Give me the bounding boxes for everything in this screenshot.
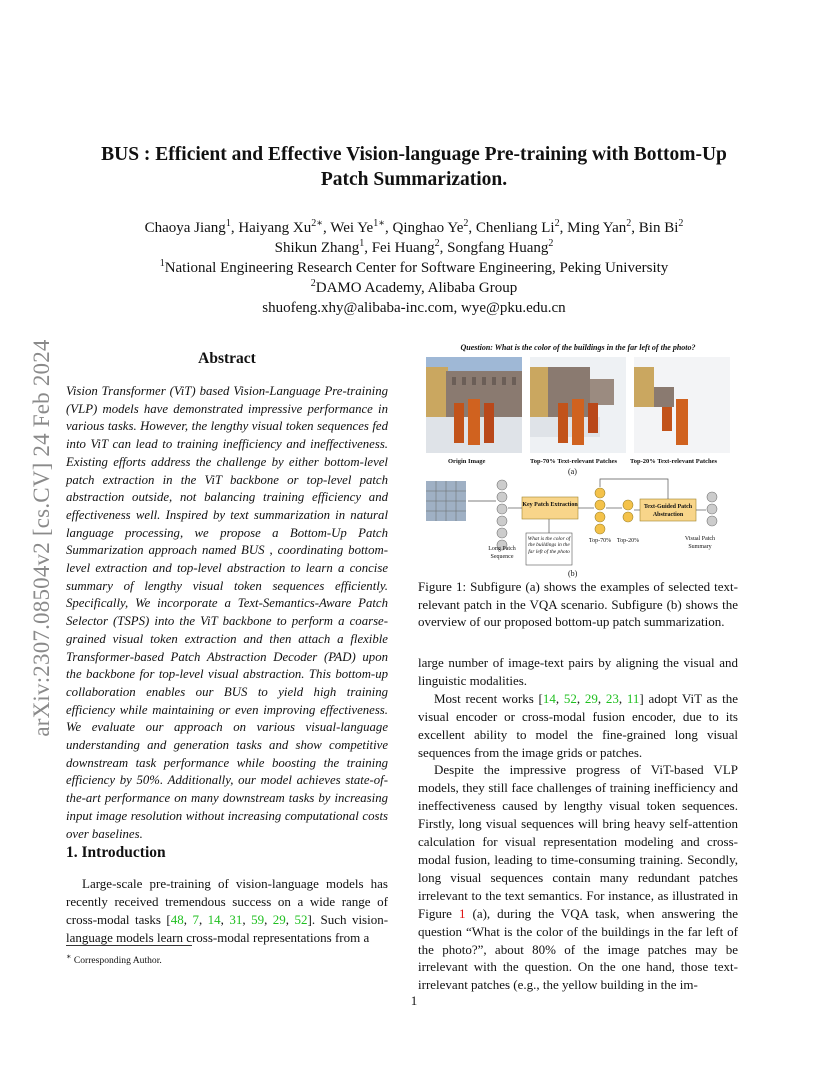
citation-link[interactable]: 52 xyxy=(563,690,577,706)
figure-1: Question: What is the color of the buildings in the far left of the photo? Origin Image Top-70% Text-relevant Patches Top-20% Text-relevant Patches (a) Key Patch Extraction Text-Guided Patch Abstraction Long Patch Sequence What is the color of the buildings in the far left of the photo Top-70% Top-20% Visual Patch Summary (b) xyxy=(418,343,738,581)
intro-paragraph: Large-scale pre-training of vision-language models has recently received tremendous success on a wide range of cross-modal tasks [48, 7, 14, 31, 59, 29, 52]. Such vision-language models learn cross-modal representations from a xyxy=(66,876,389,945)
top70-image xyxy=(530,357,626,453)
author-emails: shuofeng.xhy@alibaba-inc.com, wye@pku.edu.cn xyxy=(262,300,566,316)
citation-link[interactable]: 29 xyxy=(272,911,286,927)
right-column-text: large number of image-text pairs by aligning the visual and linguistic modalities. Most recent works [14, 52, 29, 23, 11] adopt ViT as the visual encoder or cross-modal fusion encoder, due to its excellent ability to model the fine-grained long visual sequences from the image grids or patches. Despite the impressive progress of ViT-based VLP models, they still face challenges of training inefficiency and ineffectiveness caused by lengthy visual token sequences. Firstly, long visual sequences will bring heavy self-attention calculation for visual representation modeling and cross-modal fusion, leading to time-consuming training. Secondly, long visual sequences contain many redundant patches irrelevant to the text semantics. For instance, as illustrated in Figure 1 (a), during the VQA task, when answering the question “What is the color of the buildings in the far left of the photo?”, about 80% of the image patches may be irrelevant with the question. On the one hand, those text-irrelevant patches (e.g., the yellow building in the im- xyxy=(418,655,738,993)
affiliation-2: DAMO Academy, Alibaba Group xyxy=(315,280,518,296)
citation-link[interactable]: 52 xyxy=(294,911,308,927)
abstract-heading: Abstract xyxy=(198,350,256,367)
figure-question: Question: What is the color of the buildings in the far left of the photo? xyxy=(460,343,696,352)
figure-ref-link[interactable]: 1 xyxy=(458,905,466,921)
paper-title: BUS : Efficient and Effective Vision-language Pre-training with Bottom-Up Patch Summarization. xyxy=(101,144,727,190)
intro-heading: 1. Introduction xyxy=(66,844,166,861)
top20-image xyxy=(634,357,730,453)
abstract-text: Vision Transformer (ViT) based Vision-Language Pre-training (VLP) models have demonstrated impressive performance in various tasks. However, the lengthy visual token sequences fed into ViT can lead to training inefficiency and ineffectiveness. Existing efforts address the challenge by either bottom-level patch extraction in the ViT backbone or top-level patch abstraction outside, not balancing training efficiency and effectiveness well. Inspired by text summarization in natural language processing, we propose a Bottom-Up Patch Summarization approach named BUS , coordinating bottom-level extraction and top-level abstraction to learn a concise summary of lengthy visual token sequences efficiently. Specifically, We incorporate a Text-Semantics-Aware Patch Selector (TSPS) into the ViT backbone to perform a coarse-grained visual token extraction and then attach a flexible Transformer-based Patch Abstraction Decoder (PAD) upon the backbone for top-level visual abstraction. This bottom-up collaboration enables our BUS to yield high training efficiency while maintaining or even improving effectiveness. We evaluate our approach on various visual-language understanding and generation tasks and show competitive downstream task performance while boosting the training efficiency by 50%. Additionally, our model achieves state-of-the-art performance on many downstream tasks by increasing input image resolution without increasing computational costs over baselines. xyxy=(66,384,388,841)
citation-link[interactable]: 29 xyxy=(584,690,598,706)
architecture-diagram xyxy=(418,477,738,573)
citation-link[interactable]: 14 xyxy=(542,690,556,706)
citation-link[interactable]: 14 xyxy=(207,911,221,927)
figure-caption: Figure 1: Subfigure (a) shows the examples of selected text-relevant patch in the VQA scenario. Subfigure (b) shows the overview of our proposed bottom-up patch summarization. xyxy=(418,579,738,629)
footnote-rule xyxy=(66,945,192,946)
affiliation-1: National Engineering Research Center for Software Engineering, Peking University xyxy=(164,260,669,276)
citation-link[interactable]: 7 xyxy=(192,911,199,927)
page-number: 1 xyxy=(410,993,418,1008)
citation-link[interactable]: 23 xyxy=(605,690,619,706)
arxiv-watermark: arXiv:2307.08504v2 [cs.CV] 24 Feb 2024 xyxy=(29,339,54,737)
author-block: Chaoya Jiang$^1$, Haiyang $Xu^{2∗}$, Wei $Ye^{1∗}$, Qinghao Ye$^2$, Chenliang Li$^2$, Ming Yan$^2$, Bin Bi$^2$ Shikun Zhang$^1$, Fei Huang$^2$, Songfang Huang$^2$ $^1$National Engineering Research Center for Software Engineering, Peking University $^2$DAMO Academy, Alibaba Group shuofeng.xhy@alibaba-inc.com, wye@pku.edu.cn xyxy=(70,218,758,318)
citation-link[interactable]: 31 xyxy=(229,911,243,927)
citation-link[interactable]: 11 xyxy=(626,690,640,706)
footnote: ∗ Corresponding Author. xyxy=(66,952,162,967)
origin-image xyxy=(426,357,522,453)
citation-link[interactable]: 48 xyxy=(170,911,184,927)
citation-link[interactable]: 59 xyxy=(251,911,265,927)
